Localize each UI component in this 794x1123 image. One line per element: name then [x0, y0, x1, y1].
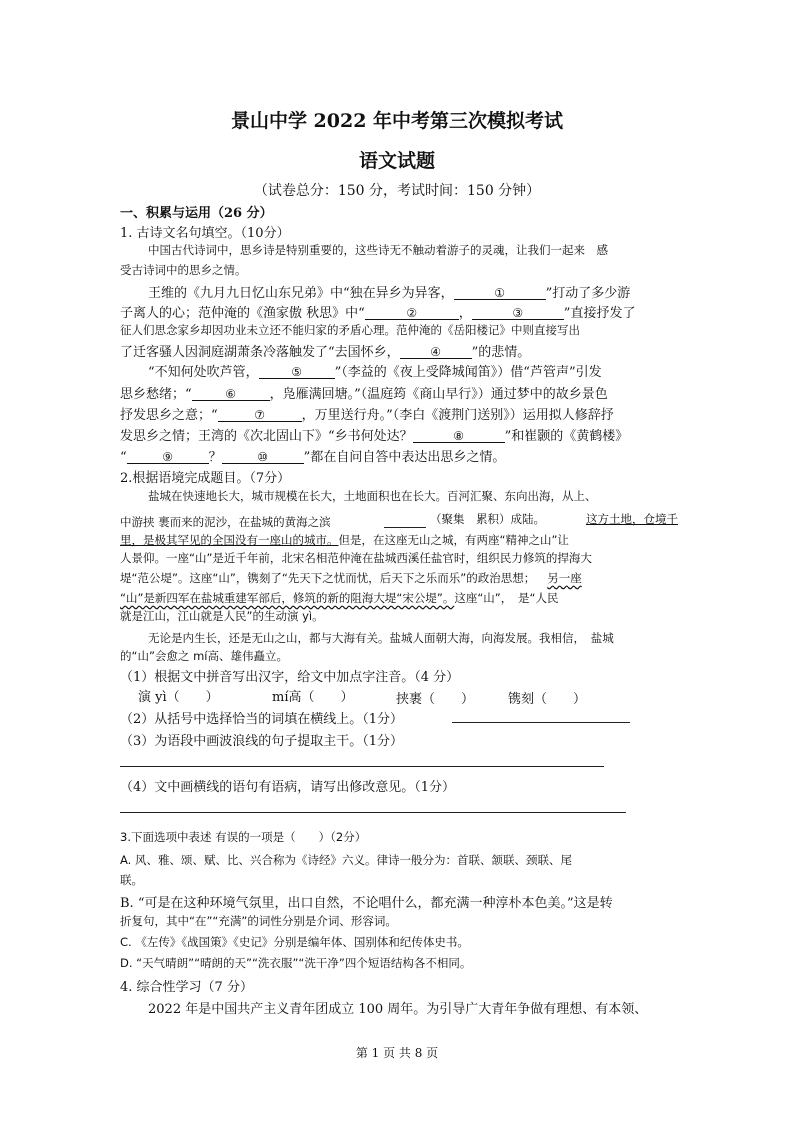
q2-heading: 2.根据语境完成题目。（7分）: [120, 471, 291, 486]
q1-line: [120, 341, 530, 360]
q1-text: ”的悲情。: [471, 345, 531, 360]
q3-option-b: B. “可是在这种环境气氛里，出口自然，不论唱什么，都充满一种淳朴本色美。”这是转: [120, 896, 613, 911]
q3-option-a: 联。: [120, 873, 143, 887]
q2-passage-line: 盐城在快速地长大，城市规模在长大，土地面积也在长大。百河汇聚、东向出海，从上、: [148, 489, 597, 503]
q1-text: “: [120, 450, 127, 465]
blank-5[interactable]: ⑤: [259, 366, 335, 379]
blank-2[interactable]: ②: [365, 307, 459, 320]
q1-line: [148, 282, 630, 301]
q2-passage-line: 的“山”会愈之 mí高、雄伟矗立。: [120, 649, 288, 663]
q2-passage-line: 无论是内生长，还是无山之山，都与大海有关。盐城人面朝大海，向海发展。我相信， 盐城: [148, 631, 614, 645]
blank-8[interactable]: ⑧: [413, 430, 505, 443]
q1-text: 王维的《九月九日忆山东兄弟》中“独在异乡为异客，: [148, 286, 454, 301]
answer-line[interactable]: [120, 812, 626, 813]
q1-text: ”和崔颢的《黄鹤楼》: [504, 429, 629, 444]
q2-text: 堤“范公堤”。这座“山”，镌刻了“先天下之忧而忧，后天下之乐而乐”的政治思想；: [120, 571, 536, 585]
q2-subquestion: （1）根据文中拼音写出汉字，给文中加点字注音。（4 分）: [120, 670, 460, 685]
q2-passage-line: [120, 570, 582, 586]
q1-text: ”（李益的《夜上受降城闻笛》）借“芦管声”引发: [334, 365, 602, 380]
q2-pinyin-item[interactable]: 镌刻（ ）: [508, 692, 587, 707]
q1-intro-line: 受古诗词中的思乡之情。: [120, 263, 247, 277]
blank-3[interactable]: ③: [472, 307, 564, 320]
q1-text: 了迁客骚人因洞庭湖萧条冷落触发了“去国怀乡，: [120, 345, 400, 360]
q2-subquestion: （3）为语段中画波浪线的句子提取主干。（1分）: [120, 734, 404, 749]
q1-text: 抒发思乡之意；“: [120, 408, 218, 423]
blank-7[interactable]: ⑦: [218, 409, 302, 422]
q1-line: [120, 404, 614, 423]
q4-heading: 4. 综合性学习（7 分）: [120, 980, 253, 995]
q1-text: ，万里送行舟。”（李白《渡荆门送别》）运用拟人修辞抒: [301, 408, 614, 423]
q2-subquestion: （2）从括号中选择恰当的词填在横线上。（1分）: [120, 712, 404, 727]
q1-text: ”都在自问自答中表达出思乡之情。: [303, 450, 506, 465]
q3-option-c: C. 《左传》《战国策》《史记》分别是编年体、国别体和纪传体史书。: [120, 935, 469, 949]
blank-4[interactable]: ④: [400, 346, 472, 359]
q3-option-d: D. “天气晴朗”“晴朗的天”“洗衣服”“洗干净”四个短语结构各不相同。: [120, 956, 472, 970]
q3-heading: 3.下面选项中表述 有误的一项是（ ）（2分）: [120, 830, 367, 844]
exam-title: 景山中学 2022 年中考第三次模拟考试: [230, 110, 564, 132]
q2-underlined-sentence: 这方土地，仓境千: [586, 512, 678, 526]
answer-line[interactable]: [120, 766, 604, 767]
exam-subject-title: 语文试题: [358, 150, 435, 172]
q4-text: 2022 年是中国共产主义青年团成立 100 周年。为引导广大青年争做有理想、有本领、: [148, 1002, 648, 1017]
q1-text: “不知何处吹芦管，: [148, 365, 259, 380]
q2-text: 但是，在这座无山之城，有两座“精神之山”让: [338, 533, 569, 547]
q2-subquestion: （4）文中画横线的语句有语病，请写出修改意见。（1分）: [120, 780, 456, 795]
blank-9[interactable]: ⑨: [127, 451, 209, 464]
q1-line: [120, 302, 635, 321]
q1-text: 子离人的心；范仲淹的《渔家傲 秋思》中“: [120, 306, 365, 321]
section-heading: 一、积累与运用（26 分）: [120, 206, 273, 221]
exam-info: （试卷总分：150 分，考试时间：150 分钟）: [253, 183, 541, 199]
q2-word-choice: （聚集 累积）成陆。: [430, 512, 545, 526]
q2-underlined-sentence: 里，是极其罕见的全国没有一座山的城市。: [120, 533, 339, 547]
q1-text: ，: [458, 306, 472, 321]
q2-text: 这座“山”， 是“人民: [454, 591, 559, 605]
q2-pinyin-item[interactable]: 演 yì（ ）: [138, 690, 219, 705]
blank-1[interactable]: ①: [454, 287, 546, 300]
q2-fill-blank[interactable]: [384, 527, 426, 528]
q1-text: 思乡愁绪；“: [120, 387, 192, 402]
q1-text: ？: [208, 450, 222, 465]
q2-passage-line: 人景仰。一座“山”是近千年前，北宋名相范仲淹在盐城西溪任盐官时，组织民力修筑的捍海大: [120, 551, 592, 565]
q2-wavy-sentence: 另一座: [547, 571, 582, 585]
q2-passage-line: [120, 532, 569, 548]
q1-line: [120, 446, 505, 465]
q3-option-a: A. 风、雅、颂、赋、比、兴合称为《诗经》六义。律诗一般分为：首联、颔联、颈联、尾: [120, 853, 572, 867]
answer-line[interactable]: [452, 722, 630, 723]
q1-line: [120, 425, 628, 444]
blank-10[interactable]: ⑩: [222, 451, 304, 464]
q1-line: [120, 383, 608, 402]
q2-passage-line: 就是江山，江山就是人民”的生动演 yì。: [120, 609, 324, 623]
blank-6[interactable]: ⑥: [192, 388, 270, 401]
q1-line: [148, 361, 602, 380]
q1-text: ”直接抒发了: [563, 306, 636, 321]
q1-intro-line: 中国古代诗词中，思乡诗是特别重要的，这些诗无不触动着游子的灵魂，让我们一起来 感: [148, 243, 608, 257]
q1-heading: 1. 古诗文名句填空。（10分）: [120, 226, 290, 241]
q1-text: ，凫雁满回塘。”（温庭筠《商山早行》）通过梦中的故乡景色: [269, 387, 608, 402]
q2-passage-line: 中游挟 裹而来的泥沙，在盐城的黄海之滨: [120, 515, 331, 529]
q1-text: ”打动了多少游: [545, 286, 631, 301]
q2-pinyin-item[interactable]: 挟裹（ ）: [396, 692, 475, 707]
q2-wavy-sentence: “山”是新四军在盐城重建军部后，修筑的新的阻海大堤“宋公堤”。: [120, 591, 455, 605]
page-number: 第 1 页 共 8 页: [355, 1046, 439, 1060]
q1-text: 发思乡之情；王湾的《次北固山下》“乡书何处达？: [120, 429, 413, 444]
q2-passage-line: [120, 590, 558, 606]
q3-option-b: 折复句，其中“在”“充满”的词性分别是介词、形容词。: [120, 914, 397, 928]
q1-line: 征人们思念家乡却因功业未立还不能归家的矛盾心理。范仲淹的《岳阳楼记》中则直接写出: [120, 323, 580, 337]
q2-pinyin-item[interactable]: mí高（ ）: [272, 690, 354, 705]
